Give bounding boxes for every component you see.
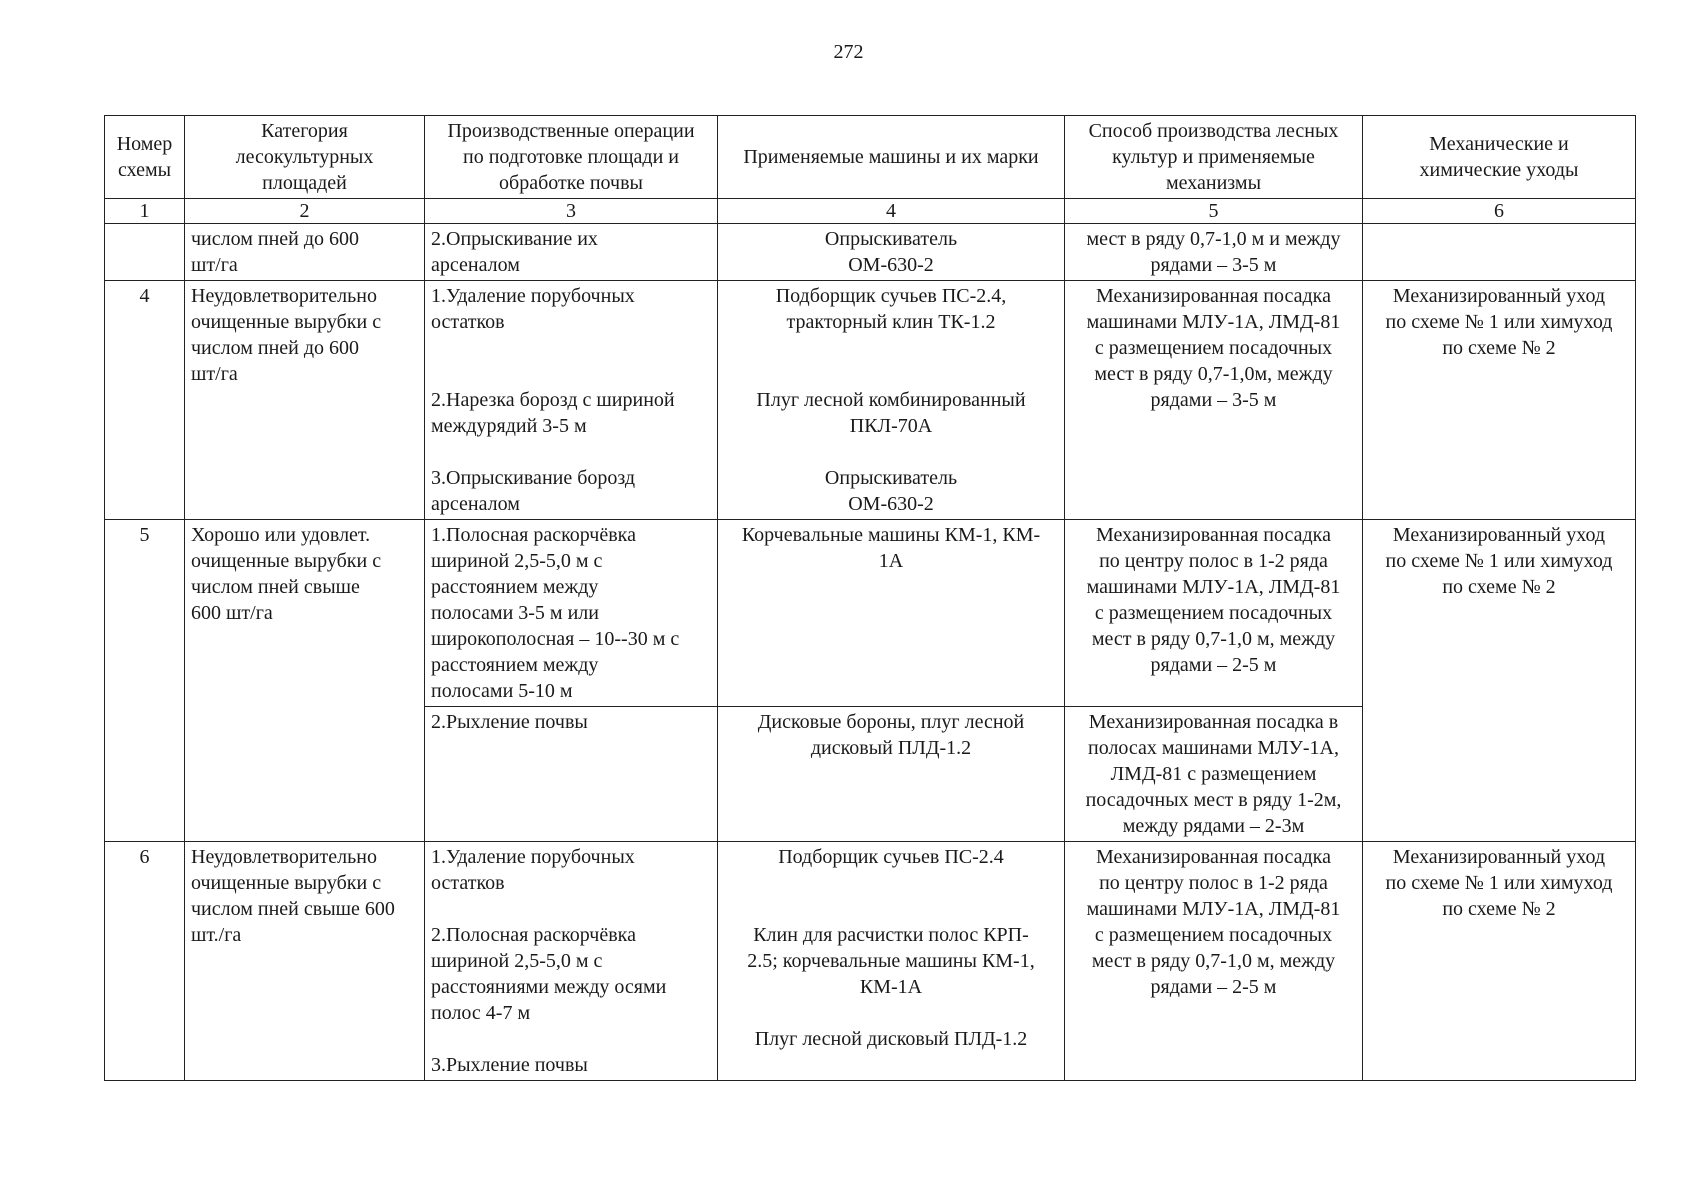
cell-care: Механизированный уход по схеме № 1 или химуход по схеме № 2 <box>1363 281 1636 520</box>
cell-category: числом пней до 600 шт/га <box>185 224 425 281</box>
cell-machines: Подборщик сучьев ПС-2.4, тракторный клин ТК-1.2 Плуг лесной комбинированный ПКЛ-70А Опрыскиватель ОМ-630-2 <box>718 281 1065 520</box>
cell-care <box>1363 224 1636 281</box>
cell-scheme-number: 5 <box>105 520 185 842</box>
column-number: 2 <box>185 199 425 224</box>
cell-machines: Подборщик сучьев ПС-2.4 Клин для расчистки полос КРП- 2.5; корчевальные машины КМ-1, КМ-1А Плуг лесной дисковый ПЛД-1.2 <box>718 842 1065 1081</box>
table-row-scheme-6 <box>105 842 1636 1081</box>
column-number: 1 <box>105 199 185 224</box>
cell-operations: 2.Рыхление почвы <box>425 707 718 842</box>
column-number: 3 <box>425 199 718 224</box>
cell-scheme-number: 4 <box>105 281 185 520</box>
cell-operations: 1.Удаление порубочных остатков 2.Полосная раскорчёвка шириной 2,5-5,0 м с расстояниями между осями полос 4-7 м 3.Рыхление почвы <box>425 842 718 1081</box>
cell-method: Механизированная посадка по центру полос в 1-2 ряда машинами МЛУ-1А, ЛМД-81 с размещением посадочных мест в ряду 0,7-1,0 м, между рядами – 2-5 м <box>1065 842 1363 1081</box>
cell-care: Механизированный уход по схеме № 1 или химуход по схеме № 2 <box>1363 842 1636 1081</box>
cell-machines: Корчевальные машины КМ-1, КМ- 1А <box>718 520 1065 707</box>
column-number: 6 <box>1363 199 1636 224</box>
table-row-continued <box>105 224 1636 281</box>
header-operations: Производственные операции по подготовке площади и обработке почвы <box>425 116 718 199</box>
cell-method: мест в ряду 0,7-1,0 м и между рядами – 3-5 м <box>1065 224 1363 281</box>
cell-category: Хорошо или удовлет. очищенные вырубки с числом пней свыше 600 шт/га <box>185 520 425 842</box>
cell-method: Механизированная посадка в полосах машинами МЛУ-1А, ЛМД-81 с размещением посадочных мест в ряду 1-2м, между рядами – 2-3м <box>1065 707 1363 842</box>
cell-care: Механизированный уход по схеме № 1 или химуход по схеме № 2 <box>1363 520 1636 842</box>
column-number-row <box>105 199 1636 224</box>
table-header-row <box>105 116 1636 199</box>
header-area-category: Категория лесокультурных площадей <box>185 116 425 199</box>
cell-machines: Опрыскиватель ОМ-630-2 <box>718 224 1065 281</box>
header-production-method: Способ производства лесных культур и применяемые механизмы <box>1065 116 1363 199</box>
cell-category: Неудовлетворительно очищенные вырубки с числом пней свыше 600 шт./га <box>185 842 425 1081</box>
cell-machines: Дисковые бороны, плуг лесной дисковый ПЛД-1.2 <box>718 707 1065 842</box>
cell-method: Механизированная посадка по центру полос в 1-2 ряда машинами МЛУ-1А, ЛМД-81 с размещением посадочных мест в ряду 0,7-1,0 м, между рядами – 2-5 м <box>1065 520 1363 707</box>
cell-method: Механизированная посадка машинами МЛУ-1А, ЛМД-81 с размещением посадочных мест в ряду 0,7-1,0м, между рядами – 3-5 м <box>1065 281 1363 520</box>
table-row-scheme-4 <box>105 281 1636 520</box>
table-row-scheme-5 <box>105 520 1636 707</box>
page-number: 272 <box>833 41 864 63</box>
cell-operations: 1.Удаление порубочных остатков 2.Нарезка борозд с шириной междурядий 3-5 м 3.Опрыскивание борозд арсеналом <box>425 281 718 520</box>
header-care: Механические и химические уходы <box>1363 116 1636 199</box>
header-scheme-number: Номер схемы <box>105 116 185 199</box>
header-machines: Применяемые машины и их марки <box>718 116 1065 199</box>
cell-scheme-number <box>105 224 185 281</box>
cell-category: Неудовлетворительно очищенные вырубки с числом пней до 600 шт/га <box>185 281 425 520</box>
operations-table <box>104 115 1636 1081</box>
column-number: 4 <box>718 199 1065 224</box>
cell-operations: 2.Опрыскивание их арсеналом <box>425 224 718 281</box>
cell-operations: 1.Полосная раскорчёвка шириной 2,5-5,0 м с расстоянием между полосами 3-5 м или широкополосная – 10--30 м с расстоянием между полосами 5-10 м <box>425 520 718 707</box>
column-number: 5 <box>1065 199 1363 224</box>
cell-scheme-number: 6 <box>105 842 185 1081</box>
